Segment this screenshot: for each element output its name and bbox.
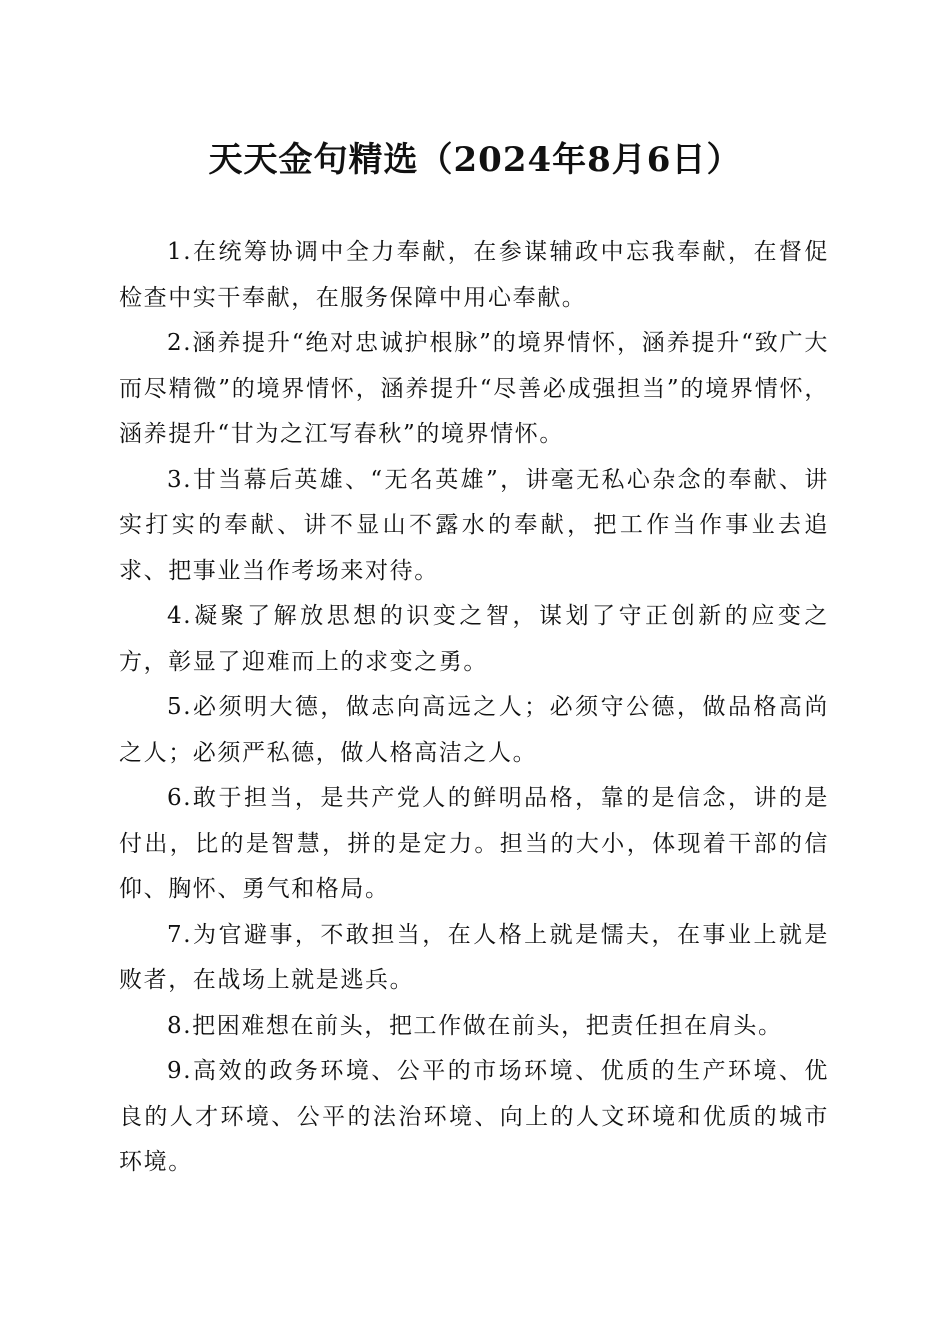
paragraph-5: 5.必须明大德，做志向高远之人；必须守公德，做品格高尚之人；必须严私德，做人格高洁之人。 xyxy=(119,694,829,766)
paragraph-2: 2.涵养提升“绝对忠诚护根脉”的境界情怀，涵养提升“致广大而尽精微”的境界情怀，涵养提升“尽善必成强担当”的境界情怀，涵养提升“甘为之江写春秋”的境界情怀。 xyxy=(119,330,829,447)
paragraph-6: 6.敢于担当，是共产党人的鲜明品格，靠的是信念，讲的是付出，比的是智慧，拼的是定力。担当的大小，体现着干部的信仰、胸怀、勇气和格局。 xyxy=(119,785,829,902)
page-title: 天天金句精选（2024年8月6日） xyxy=(208,140,742,180)
document-body xyxy=(119,230,829,1186)
paragraph-3: 3.甘当幕后英雄、“无名英雄”，讲毫无私心杂念的奉献、讲实打实的奉献、讲不显山不露水的奉献，把工作当作事业去追求、把事业当作考场来对待。 xyxy=(119,466,829,584)
paragraph-9: 9.高效的政务环境、公平的市场环境、优质的生产环境、优良的人才环境、公平的法治环境、向上的人文环境和优质的城市环境。 xyxy=(119,1058,829,1175)
paragraph-7: 7.为官避事，不敢担当，在人格上就是懦夫，在事业上就是败者，在战场上就是逃兵。 xyxy=(119,921,829,993)
paragraph-4: 4.凝聚了解放思想的识变之智，谋划了守正创新的应变之方，彰显了迎难而上的求变之勇。 xyxy=(119,603,829,675)
paragraph-1: 1.在统筹协调中全力奉献，在参谋辅政中忘我奉献，在督促检查中实干奉献，在服务保障中用心奉献。 xyxy=(119,239,829,311)
paragraph-8: 8.把困难想在前头，把工作做在前头，把责任担在肩头。 xyxy=(167,1012,783,1039)
